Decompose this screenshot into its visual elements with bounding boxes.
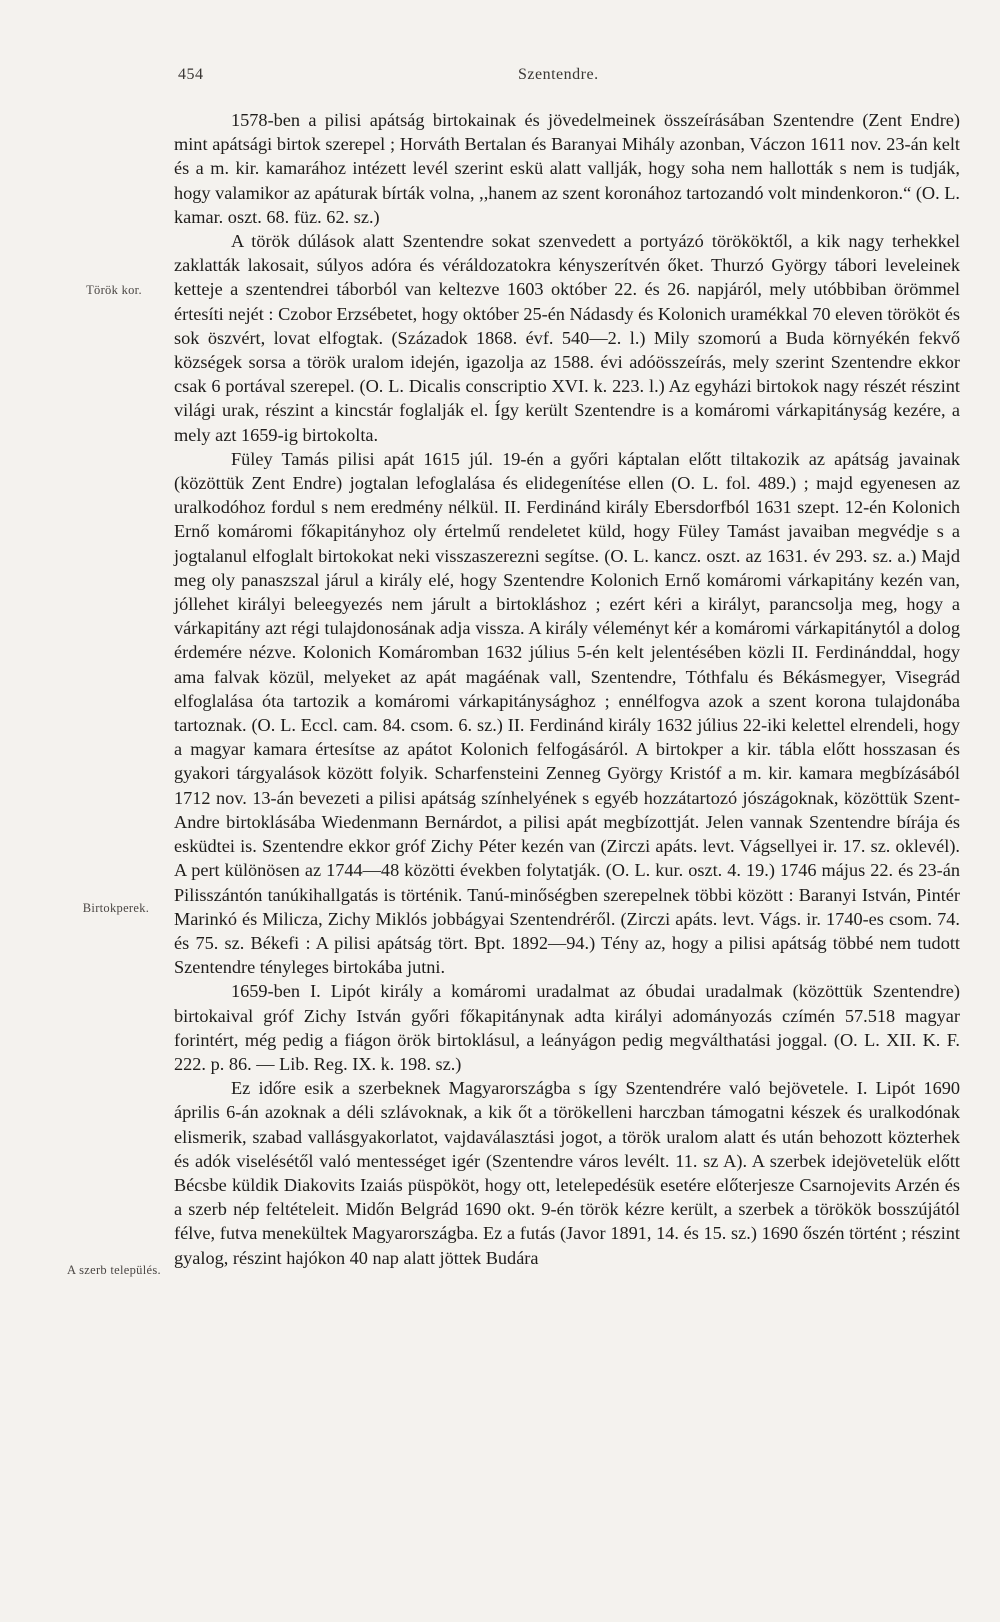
- paragraph-torok-dulasok: A török dúlások alatt Szentendre sokat szenvedett a portyázó törököktől, a kik nagy terhekkel zaklatták lakosait, súlyos adóra és véráldozatokra kényszerítvén őket. Thurzó György tábori leveleinek ketteje a szentendrei táborból van keltezve 1603 október 22. és 26. napjáról, mely utóbbiban örömmel értesíti nejét : Czobor Erzsébetet, hogy október 25-én Nádasdy és Kolonich uramékkal 70 eleven törököt és sok öszvért, lovat elfogtak. (Századok 1868. évf. 540—2. l.) Mily szomorú a Buda környékén fekvő községek sorsa a török uralom idején, igazolja az 1588. évi adóösszeírás, mely szerint Szentendre ekkor csak 6 portával szerepel. (O. L. Dicalis conscriptio XVI. k. 223. l.) Az egyházi birtokok nagy részét részint világi urak, részint a kincstár foglalják el. Így került Szentendre is a komáromi várkapitányság kezére, a mely azt 1659-ig birtokolta.: [174, 231, 960, 445]
- body-text: [174, 108, 960, 1270]
- margin-note-birtokperek: Birtokperek.: [82, 901, 150, 915]
- paragraph-apatsag-1578: 1578-ben a pilisi apátság birtokainak és jövedelmeinek összeírásában Szentendre (Zent Endre) mint apátsági birtok szerepel ; Horváth Bertalan és Baranyai Mihály azonban, Váczon 1611 nov. 23-án kelt és a m. kir. kamarához intézett levél szerint eskü alatt vallják, hogy soha nem hallották s nem is tudják, hogy valamikor az apáturak bírták volna, ,,hanem az szent koronához tartozandó volt mindenkoron.“ (O. L. kamar. oszt. 68. füz. 62. sz.): [174, 110, 960, 227]
- paragraph-zichy-adomany: 1659-ben I. Lipót király a komáromi uradalmat az óbudai uradalmak (közöttük Szentendre) birtokaival gróf Zichy István győri főkapitánynak adta királyi adományozás czímén 57.518 magyar forintért, még pedig a fiágon örök birtoklásul, a leányágon pedig megválthatási joggal. (O. L. XII. K. F. 222. p. 86. — Lib. Reg. IX. k. 198. sz.): [174, 981, 960, 1074]
- margin-note-torok-kor: Török kor.: [86, 283, 142, 297]
- paragraph-szerb-bejovetel: Ez időre esik a szerbeknek Magyarországba s így Szentendrére való bejövetele. I. Lipót 1690 április 6-án azoknak a déli szlávoknak, a kik őt a törökelleni harczban támogatni készek és uralkodónak elismerik, szabad vallásgyakorlatot, vajdaválasztási jogot, a török uralom alatt és után behozott közterhek és adók viselésétől való mentességet igér (Szentendre város levélt. 11. sz A). A szerbek idejövetelük előtt Bécsbe küldik Diakovits Izaiás püspököt, hogy ott, letelepedésük esetére előterjesze Csarnojevits Arzén és a szerb nép feltételeit. Midőn Belgrád 1690 okt. 9-én török kézre került, a szerbek a törökök bosszújától félve, futva menekültek Magyarországba. Ez a futás (Javor 1891, 14. és 15. sz.) 1690 őszén történt ; részint gyalog, részint hajókon 40 nap alatt jöttek Budára: [174, 1078, 960, 1268]
- page-number: 454: [178, 66, 204, 83]
- margin-note-szerb-telepules: A szerb település.: [67, 1263, 161, 1277]
- paragraph-birtokper: Füley Tamás pilisi apát 1615 júl. 19-én a győri káptalan előtt tiltakozik az apátság javainak (közöttük Zent Endre) jogtalan lefoglalása és elidegenítése ellen (O. L. fol. 489.) ; majd egyenesen az uralkodóhoz fordul s nem eredmény nélkül. II. Ferdinánd király Ebersdorfból 1631 szept. 12-én Kolonich Ernő komáromi főkapitányhoz oly értelmű rendeletet küld, hogy Füley Tamást javaiban megvédje s a jogtalanul elfoglalt birtokokat neki visszaszerezni segítse. (O. L. kancz. oszt. az 1631. év 293. sz. a.) Majd meg oly panaszszal járul a király elé, hogy Szentendre Kolonich Ernő komáromi várkapitány kezén van, jóllehet királyi beleegyezés nem járult a birtokláshoz ; ezért kéri a királyt, parancsolja meg, hogy a várkapitány azt régi tulajdonosának adja vissza. A király véleményt kér a komáromi várkapitánytól a dolog érdemére nézve. Kolonich Komáromban 1632 július 5-én kelt jelentésében közli II. Ferdinánddal, hogy ama falvak közül, melyeket az apát magáénak vall, Szentendre, Tóthfalu és Békásmegyer, Visegrád elfoglalása óta tartozik a komáromi várkapitánysághoz ; ennélfogva azok a szent korona tulajdonába tartoznak. (O. L. Eccl. cam. 84. csom. 6. sz.) II. Ferdinánd király 1632 július 22-iki kelettel elrendeli, hogy a magyar kamara értesítse az apátot Kolonich felfogásáról. A birtokper a kir. tábla előtt hosszasan és gyakori tárgyalások között folyik. Scharfensteini Zenneg György Kristóf a m. kir. kamara megbízásából 1712 nov. 13-án bevezeti a pilisi apátság színhelyének s egyéb hozzátartozó jószágoknak, közöttük Szent-Andre birtoklásába Wiedenmann Bernárdot, a pilisi apát megbízottját. Jelen vannak Szentendre bírája és esküdtei is. Szentendre ekkor gróf Zichy Péter kezén van (Zirczi apáts. levt. Vágsellyei ir. 17. sz. oklevél). A pert különösen az 1744—48 közötti években folytatják. (O. L. kur. oszt. 4. 19.) 1746 május 22. és 23-án Pilisszántón tanúkihallgatás is történik. Tanú-minőségben szerepelnek többi között : Baranyi István, Pintér Marinkó és Milicza, Zichy Miklós jobbágyai Szentendréről. (Zirczi apáts. levt. Vágs. ir. 1740-es csom. 74. és 75. sz. Békefi : A pilisi apátság tört. Bpt. 1892—94.) Tény az, hogy a pilisi apátság többé nem tudott Szentendre tényleges birtokába jutni.: [174, 448, 960, 978]
- running-title: Szentendre.: [518, 66, 599, 83]
